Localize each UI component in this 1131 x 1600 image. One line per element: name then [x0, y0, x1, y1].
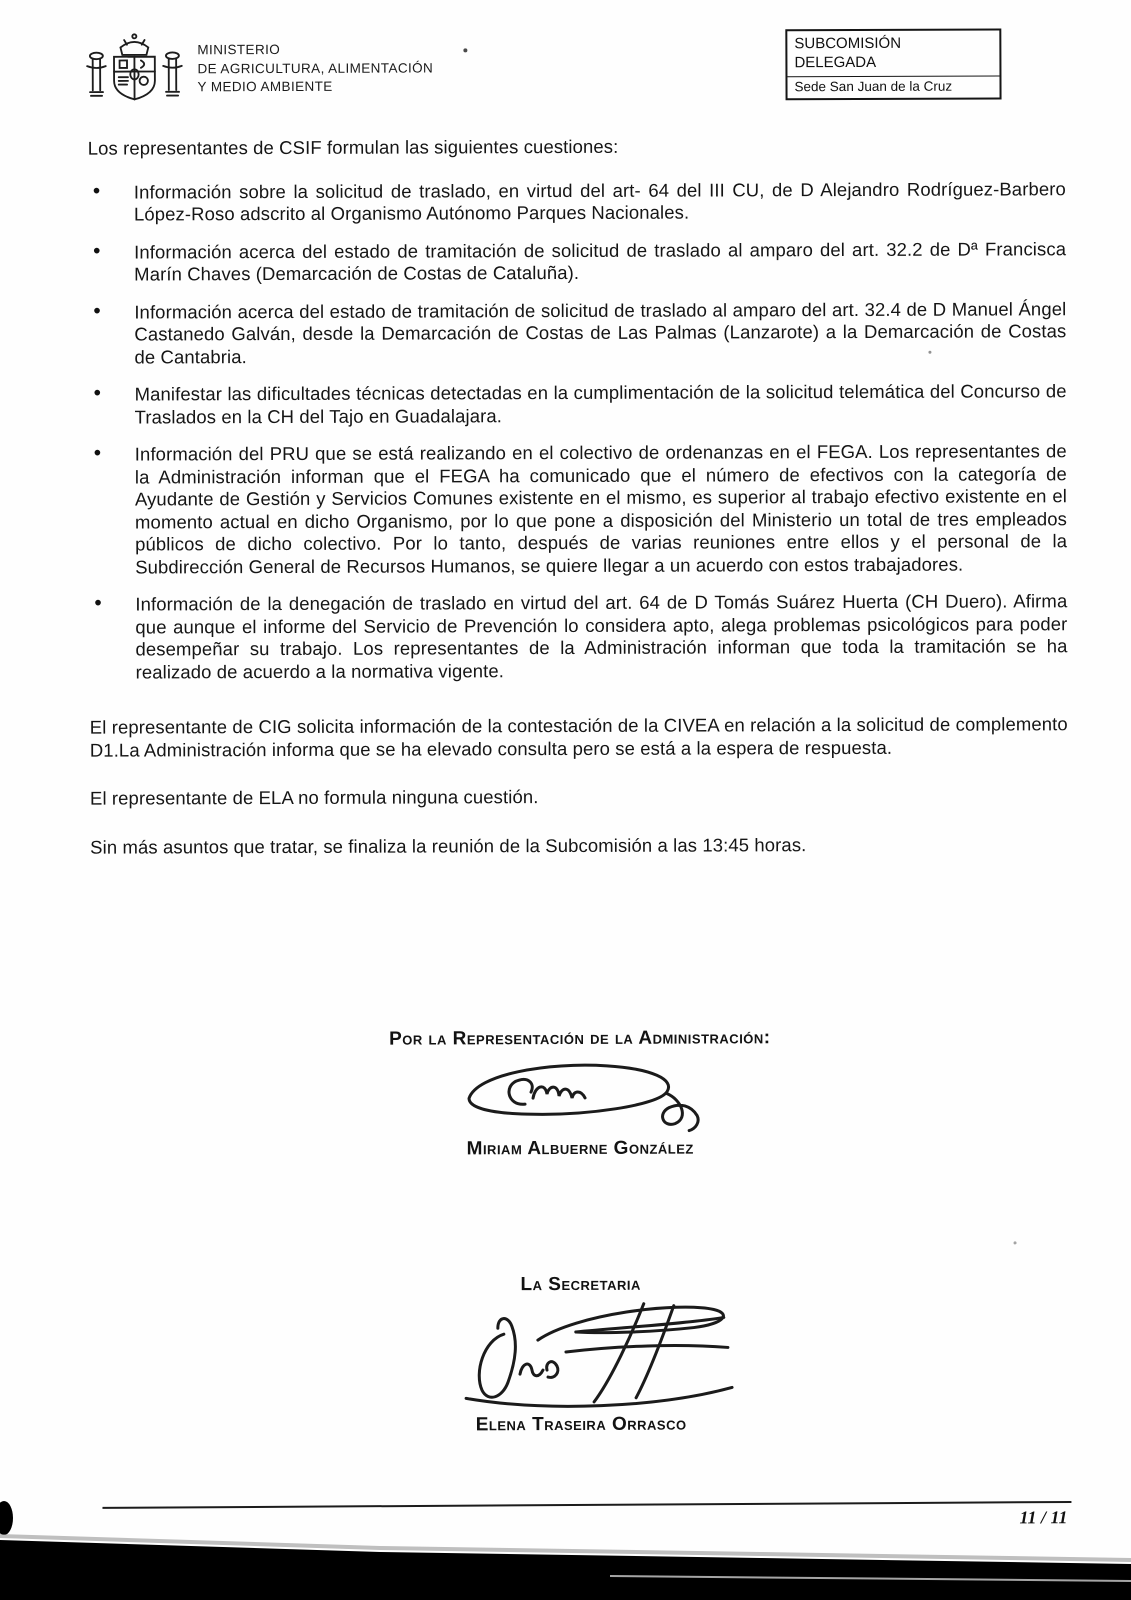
signature-miriam-albuerne [455, 1054, 705, 1137]
subcommission-sede: Sede San Juan de la Cruz [787, 75, 999, 99]
scan-speck [1014, 1241, 1017, 1244]
secretary-title: La Secretaria [520, 1273, 641, 1296]
scan-speck [463, 48, 467, 52]
paragraph-cig: El representante de CIG solicita información de la contestación de la CIVEA en relación a la solicitud de complemento D1.La Administración informa que se ha elevado consulta pero se está a la espera de respuesta. [89, 713, 1068, 761]
bullet-item: • Manifestar las dificultades técnicas detectadas en la cumplimentación de la solicitud telemática del Concurso de Traslados en la CH del Tajo en Guadalajara. [89, 380, 1067, 428]
coat-of-arms-icon [83, 27, 185, 117]
ministry-line-2: DE AGRICULTURA, ALIMENTACIÓN [197, 60, 434, 76]
secretary-signature-block [92, 1272, 1071, 1437]
bullet-item: • Información acerca del estado de tramitación de solicitud de traslado al amparo del art. 32.4 de D Manuel Ángel Castanedo Galván, desde la Demarcación de Costas de Las Palmas (Lanzarote) a la Demarcación de Costas de Cantabria. [88, 298, 1066, 369]
spain-coat-of-arms-logo [83, 27, 185, 117]
secretary-signature-name: Elena Traseira Orrasco [475, 1413, 687, 1436]
document-body [88, 134, 1069, 858]
admin-signature-name: Miriam Albuerne González [466, 1137, 694, 1160]
bullet-item: • Información del PRU que se está realizando en el colectivo de ordenanzas en el FEGA. Los representantes de la Administración informan que el FEGA ha comunicado que el número de efectivos con la categoría de Ayudante de Gestión y Servicios Comunes existente en el mismo, es superior al trabajo efectivo existente en el momento actual en dicho Organismo, por lo que pone a disposición del Ministerio un total de tres empleados públicos de dicho colectivo. Por lo tanto, después de varias reuniones entre ellos y el personal de la Subdirección General de Recursos Humanos, se quiere llegar a un acuerdo con estos trabajadores. [89, 440, 1067, 578]
subcommission-line-2: DELEGADA [794, 53, 877, 71]
paragraph-closing: Sin más asuntos que tratar, se finaliza la reunión de la Subcomisión a las 13:45 horas. [90, 833, 807, 858]
page-number: 11 / 11 [1019, 1507, 1068, 1528]
admin-signature-block [91, 1026, 1069, 1161]
ministry-line-3: Y MEDIO AMBIENTE [197, 79, 333, 95]
intro-paragraph: Los representantes de CSIF formulan las siguientes cuestiones: [87, 135, 619, 159]
scan-speck [928, 351, 931, 354]
bullet-item: • Información sobre la solicitud de traslado, en virtud del art- 64 del III CU, de D Alejandro Rodríguez-Barbero López-Roso adscrito al Organismo Autónomo Parques Nacionales. [88, 178, 1066, 226]
subcommission-box [785, 28, 1001, 100]
bullet-item: • Información acerca del estado de tramitación de solicitud de traslado al amparo del art. 32.2 de Dª Francisca Marín Chaves (Demarcación de Costas de Cataluña). [88, 238, 1066, 286]
signature-elena-traseira [426, 1299, 736, 1412]
question-list [88, 178, 1068, 684]
subcommission-line-1: SUBCOMISIÓN [794, 34, 902, 53]
admin-signature-heading: Por la Representación de la Administración: [389, 1027, 771, 1050]
paragraph-ela: El representante de ELA no formula ninguna cuestión. [89, 786, 539, 809]
bullet-item: • Información de la denegación de traslado en virtud del art. 64 de D Tomás Suárez Huerta (CH Duero). Afirma que aunque el informe del Servicio de Prevención lo considera apto, alega problemas psicológicos para poder desempeñar su trabajo. Los representantes de la Administración informan que toda la tramitación se ha realizado de acuerdo a la normativa vigente. [89, 590, 1067, 683]
ministry-line-1: MINISTERIO [197, 41, 281, 58]
scan-bottom-edge-artifact [0, 1470, 1131, 1600]
ministry-name-block [197, 40, 433, 97]
